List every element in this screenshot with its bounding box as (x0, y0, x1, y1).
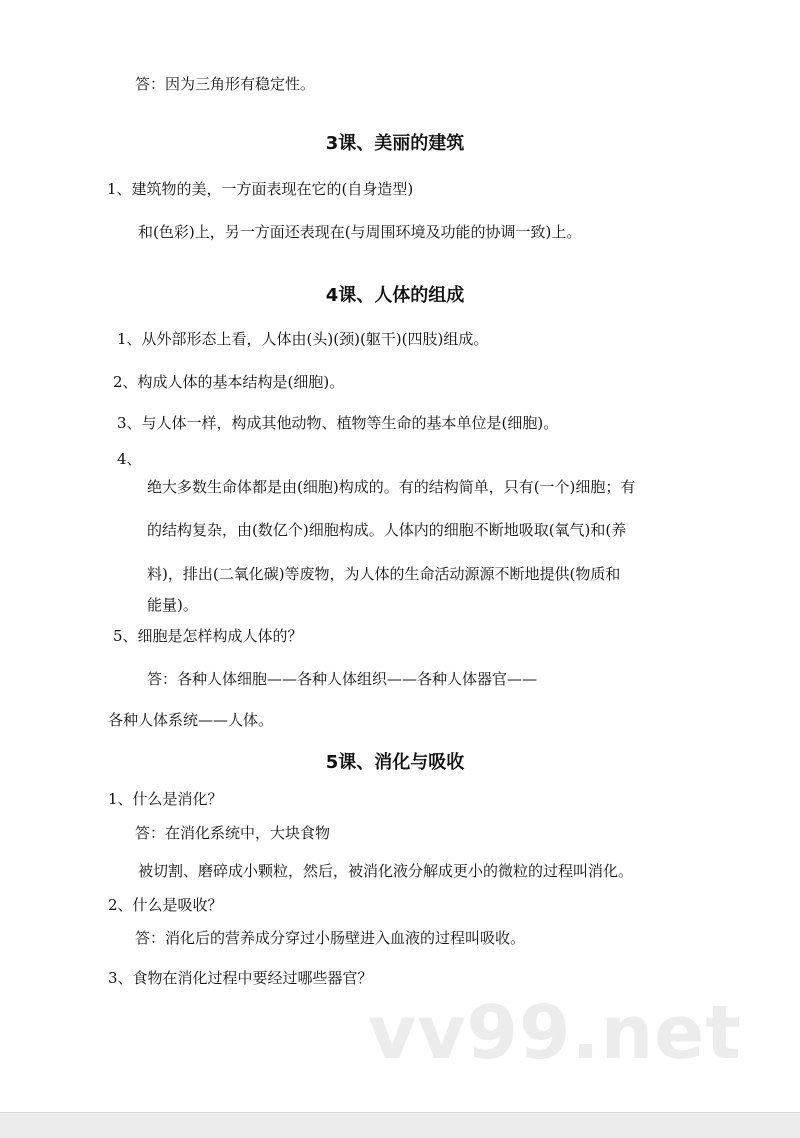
section-heading-4: 4课、人体的组成 (325, 285, 465, 306)
paragraph-line: 能量)。 (147, 596, 198, 614)
question-text: 5、细胞是怎样构成人体的？ (113, 627, 303, 645)
paragraph-line: 绝大多数生命体都是由(细胞)构成的。有的结构简单，只有(一个)细胞；有 (147, 478, 636, 496)
paragraph-line: 的结构复杂，由(数亿个)细胞构成。人体内的细胞不断地吸取(氧气)和(养 (147, 521, 627, 539)
watermark: vv99.net (368, 990, 742, 1076)
section-heading-3: 3课、美丽的建筑 (325, 133, 465, 154)
answer-text: 答：因为三角形有稳定性。 (135, 75, 316, 93)
question-text: 2、构成人体的基本结构是(细胞)。 (113, 373, 345, 391)
question-text: 1、从外部形态上看，人体由(头)(颈)(躯干)(四肢)组成。 (117, 330, 489, 348)
answer-text: 答：消化后的营养成分穿过小肠壁进入血液的过程叫吸收。 (135, 929, 526, 947)
question-text: 2、什么是吸收？ (108, 896, 223, 914)
question-text: 3、食物在消化过程中要经过哪些器官？ (108, 969, 373, 987)
answer-text: 被切割、磨碎成小颗粒，然后，被消化液分解成更小的微粒的过程叫消化。 (138, 862, 634, 880)
question-text: 3、与人体一样，构成其他动物、植物等生命的基本单位是(细胞)。 (117, 414, 559, 432)
answer-text: 各种人体系统——人体。 (108, 711, 274, 729)
question-text: 1、建筑物的美，一方面表现在它的(自身造型) (107, 180, 414, 198)
bottom-scroll-bar[interactable] (0, 1112, 800, 1138)
paragraph-line: 料)，排出(二氧化碳)等废物，为人体的生命活动源源不断地提供(物质和 (147, 565, 621, 583)
section-heading-5: 5课、消化与吸收 (325, 752, 465, 773)
answer-text: 答：各种人体细胞——各种人体组织——各种人体器官—— (147, 670, 538, 688)
answer-text: 答：在消化系统中，大块食物 (135, 824, 331, 842)
question-text: 1、什么是消化？ (108, 790, 223, 808)
question-number: 4、 (117, 450, 142, 468)
answer-text: 和(色彩)上，另一方面还表现在(与周围环境及功能的协调一致)上。 (138, 223, 582, 241)
